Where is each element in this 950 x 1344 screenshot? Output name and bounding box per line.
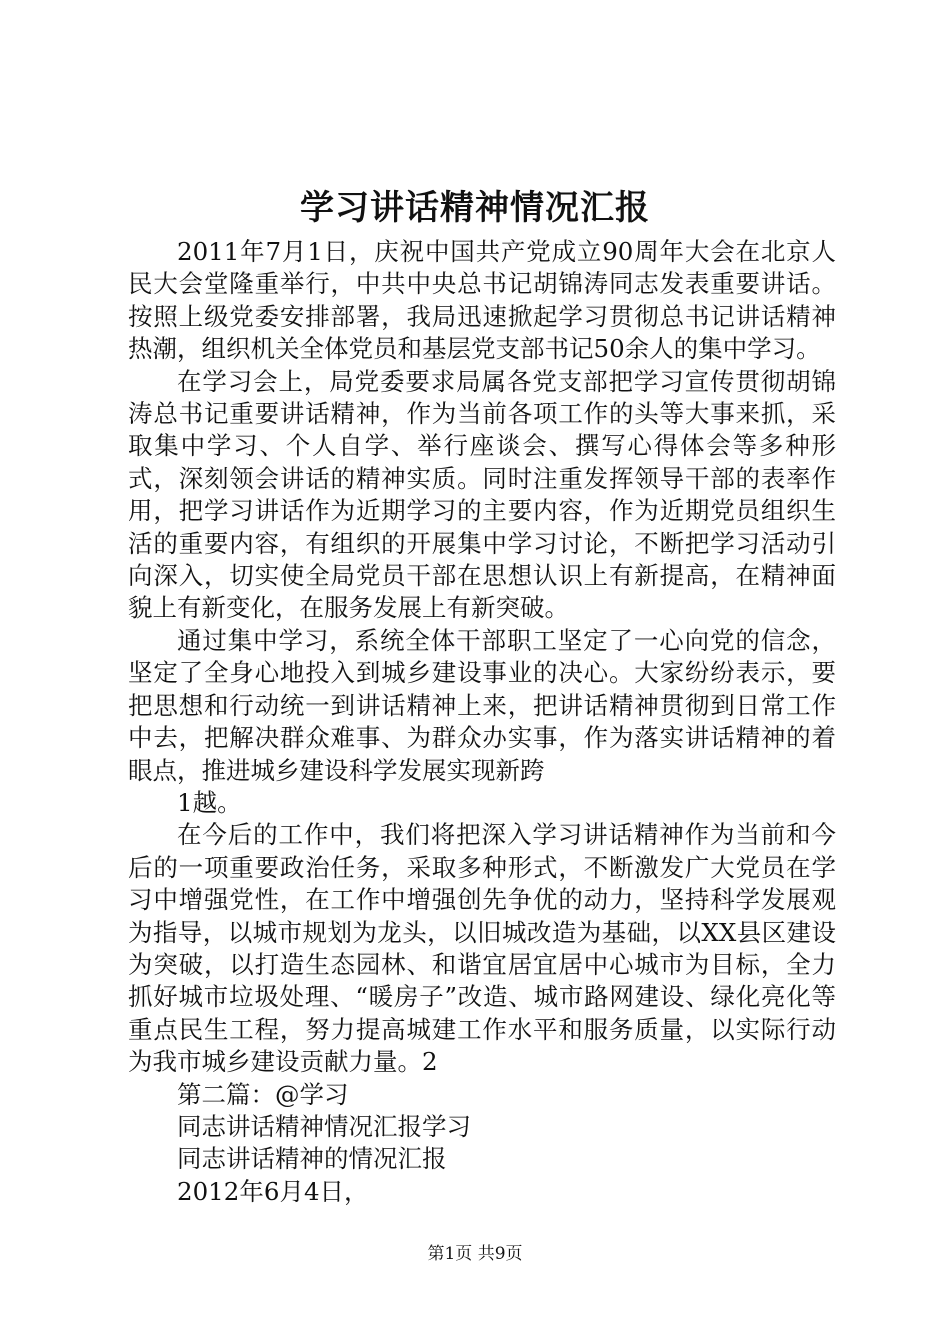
paragraph-1: 2011年7月1日，庆祝中国共产党成立90周年大会在北京人民大会堂隆重举行，中共中央总书记胡锦涛同志发表重要讲话。按照上级党委安排部署，我局迅速掀起学习贯彻总书记讲话精神热潮，组织机关全体党员和基层党支部书记50余人的集中学习。	[128, 237, 836, 364]
paragraph-4: 1越。	[177, 787, 242, 817]
paragraph-3: 通过集中学习，系统全体干部职工坚定了一心向党的信念，坚定了全身心地投入到城乡建设事业的决心。大家纷纷表示，要把思想和行动统一到讲话精神上来，把讲话精神贯彻到日常工作中去，把解决群众难事、为群众办实事，作为落实讲话精神的着眼点，推进城乡建设科学发展实现新跨	[128, 625, 836, 785]
page-number-footer: 第1页 共9页	[427, 1244, 523, 1264]
section-subheading-1: 同志讲话精神情况汇报学习	[177, 1111, 471, 1141]
paragraph-5: 在今后的工作中，我们将把深入学习讲话精神作为当前和今后的一项重要政治任务，采取多种形式，不断激发广大党员在学习中增强党性，在工作中增强创先争优的动力，坚持科学发展观为指导，以城市规划为龙头，以旧城改造为基础，以XX县区建设为突破，以打造生态园林、和谐宜居宜居中心城市为目标，全力抓好城市垃圾处理、“暖房子”改造、城市路网建设、绿化亮化等重点民生工程，努力提高城建工作水平和服务质量，以实际行动为我市城乡建设贡献力量。2	[128, 820, 836, 1077]
paragraph-2: 在学习会上，局党委要求局属各党支部把学习宣传贯彻胡锦涛总书记重要讲话精神，作为当前各项工作的头等大事来抓，采取集中学习、个人自学、举行座谈会、撰写心得体会等多种形式，深刻领会讲话的精神实质。同时注重发挥领导干部的表率作用，把学习讲话作为近期学习的主要内容，作为近期党员组织生活的重要内容，有组织的开展集中学习讨论，不断把学习活动引向深入，切实使全局党员干部在思想认识上有新提高，在精神面貌上有新变化，在服务发展上有新突破。	[128, 366, 836, 623]
section-date: 2012年6月4日，	[177, 1176, 369, 1206]
page-title: 学习讲话精神情况汇报	[300, 188, 650, 228]
section-subheading-2: 同志讲话精神的情况汇报	[177, 1144, 447, 1174]
section-heading: 第二篇：@学习	[177, 1079, 349, 1109]
document-body	[128, 236, 836, 1208]
